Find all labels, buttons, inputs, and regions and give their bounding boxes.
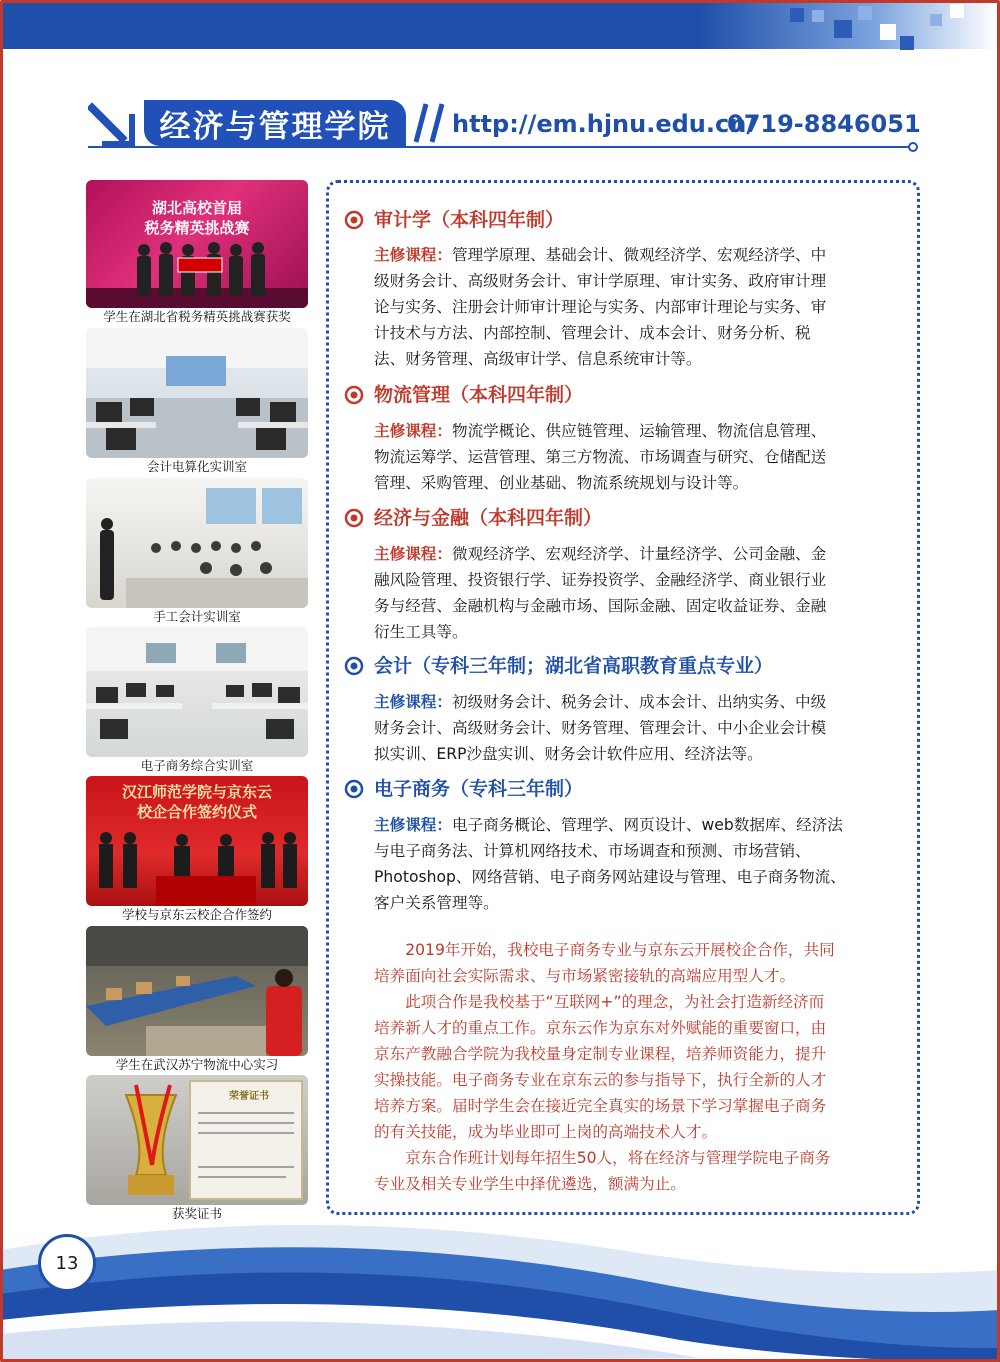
photo-manual-accounting: [86, 478, 308, 608]
course-line: 计技术与方法、内部控制、管理会计、成本会计、财务分析、税: [374, 324, 811, 342]
course-line: 融风险管理、投资银行学、证券投资学、金融经济学、商业银行业: [374, 571, 827, 589]
photo-caption: 学校与京东云校企合作签约: [121, 907, 272, 922]
section-title: [344, 651, 773, 681]
photo-award-certificate: [86, 1075, 308, 1205]
deco-square: [880, 24, 896, 40]
photo-tax-competition: [86, 180, 308, 308]
photo-caption: 学生在武汉苏宁物流中心实习: [115, 1057, 279, 1072]
photo-item: [86, 926, 308, 1074]
course-line: 论与实务、注册会计师审计理论与实务、内部审计理论与实务、审: [374, 298, 827, 316]
deco-square: [790, 8, 804, 22]
course-line: 物流运筹学、运营管理、第三方物流、市场调查与研究、仓储配送: [374, 448, 827, 466]
paragraph: [374, 937, 902, 989]
deco-square: [900, 36, 914, 50]
photo-item: [86, 180, 308, 326]
section-body: [374, 418, 902, 496]
course-line: 微观经济学、宏观经济学、计量经济学、公司金融、金: [451, 545, 827, 563]
paragraph-line: 京东合作班计划每年招生50人，将在经济与管理学院电子商务: [374, 1149, 831, 1167]
paragraph-line: 京东产教融合学院为我校量身定制专业课程，培养师资能力，提升: [374, 1045, 827, 1063]
target-bullet-icon: [344, 779, 364, 799]
warehouse-graphic: [86, 926, 308, 1056]
course-line: 物流学概论、供应链管理、运输管理、物流信息管理、: [451, 422, 827, 440]
paragraph-line: 此项合作是我校基于“互联网+”的理念，为社会打造新经济而: [374, 993, 825, 1011]
photo-item: [86, 478, 308, 626]
photo-banner-text: 湖北高校首届: [151, 199, 242, 217]
photo-item: [86, 328, 308, 476]
section-body: [374, 812, 902, 916]
target-bullet-icon: [344, 656, 364, 676]
paragraph-line: 的有关技能，成为毕业即可上岗的高端技术人才。: [374, 1123, 718, 1141]
course-line: 管理、采购管理、创业基础、物流系统规划与设计等。: [374, 474, 749, 492]
course-line: 衍生工具等。: [374, 623, 468, 641]
course-line: 客户关系管理等。: [374, 894, 499, 912]
photo-suning-logistics: [86, 926, 308, 1056]
deco-square: [812, 10, 824, 22]
double-slash-icon: [410, 100, 450, 146]
photo-banner-text: 税务精英挑战赛: [144, 219, 250, 237]
course-line: 电子商务概论、管理学、网页设计、web数据库、经济法: [451, 816, 843, 834]
photo-item: [86, 627, 308, 775]
paragraph-line: 培养方案。届时学生会在接近完全真实的场景下学习掌握电子商务: [374, 1097, 827, 1115]
section-title: [344, 380, 583, 410]
photo-caption: 手工会计实训室: [153, 609, 241, 624]
photo-ecommerce-lab: [86, 627, 308, 757]
people-graphic: [86, 824, 308, 906]
course-line: 级财务会计、高级财务会计、审计学原理、审计实务、政府审计理: [374, 272, 827, 290]
header-url[interactable]: http://em.hjnu.edu.cn/: [452, 110, 756, 138]
target-bullet-icon: [344, 210, 364, 230]
section-title: [344, 503, 602, 533]
photo-caption: 电子商务综合实训室: [140, 758, 254, 773]
section-body: [374, 541, 902, 645]
paragraph-line: 实操技能。电子商务专业在京东云的参与指导下，执行全新的人才: [374, 1071, 827, 1089]
section-body: [374, 242, 902, 372]
arrow-down-right-icon: [88, 100, 138, 150]
course-line: 法、财务管理、高级审计学、信息系统审计等。: [374, 350, 702, 368]
section-title-text: 物流管理（本科四年制）: [374, 384, 584, 406]
header-divider-dot: [908, 142, 918, 152]
paragraph-line: 培养面向社会实际需求、与市场紧密接轨的高端应用型人才。: [374, 967, 796, 985]
paragraph-line: 2019年开始，我校电子商务专业与京东云开展校企合作，共同: [374, 941, 835, 959]
target-bullet-icon: [344, 385, 364, 405]
paragraph: [374, 989, 902, 1145]
section-body: [374, 689, 902, 767]
paragraph: [374, 1145, 902, 1197]
lab-graphic: [86, 328, 308, 458]
people-graphic: [86, 236, 308, 308]
photo-caption: 获奖证书: [171, 1206, 222, 1221]
bottom-wave-decoration: [0, 1210, 1000, 1362]
photo-item: [86, 776, 308, 924]
page-number: 13: [38, 1234, 96, 1292]
section-title: [344, 205, 564, 235]
photo-computer-lab: [86, 328, 308, 458]
photo-item: [86, 1075, 308, 1223]
course-line: Photoshop、网络营销、电子商务网站建设与管理、电子商务物流、: [374, 868, 846, 886]
deco-square: [930, 14, 942, 26]
classroom-graphic: [86, 478, 308, 608]
photo-caption: 会计电算化实训室: [146, 459, 247, 474]
section-title-text: 审计学（本科四年制）: [374, 209, 565, 231]
course-label: 主修课程：: [374, 545, 452, 563]
course-line: 拟实训、ERP沙盘实训、财务会计软件应用、经济法等。: [374, 745, 763, 763]
target-bullet-icon: [344, 508, 364, 528]
section-title-text: 电子商务（专科三年制）: [374, 778, 584, 800]
deco-square: [858, 6, 872, 20]
course-line: 与电子商务法、计算机网络技术、市场调查和预测、市场营销、: [374, 842, 811, 860]
course-label: 主修课程：: [374, 816, 452, 834]
section-title: [344, 774, 583, 804]
course-label: 主修课程：: [374, 693, 452, 711]
paragraph-line: 培养新人才的重点工作。京东云作为京东对外赋能的重要窗口，由: [374, 1019, 827, 1037]
course-label: 主修课程：: [374, 422, 452, 440]
section-title-text: 会计（专科三年制；湖北省高职教育重点专业）: [374, 655, 774, 677]
photo-banner-text: 汉江师范学院与京东云: [121, 783, 272, 801]
deco-square: [950, 4, 964, 18]
page-title: 经济与管理学院: [144, 100, 406, 146]
section-title-text: 经济与金融（本科四年制）: [374, 507, 603, 529]
course-line: 管理学原理、基础会计、微观经济学、宏观经济学、中: [451, 246, 827, 264]
header-divider: [88, 146, 912, 148]
ecommerce-lab-graphic: [86, 627, 308, 757]
photo-jd-signing: [86, 776, 308, 906]
certificate-title: 荣誉证书: [229, 1091, 269, 1102]
header-phone: 0719-8846051: [727, 110, 921, 138]
deco-square: [834, 20, 852, 38]
course-label: 主修课程：: [374, 246, 452, 264]
course-line: 财务会计、高级财务会计、财务管理、管理会计、中小企业会计模: [374, 719, 827, 737]
photo-banner-text: 校企合作签约仪式: [136, 803, 257, 821]
course-line: 初级财务会计、税务会计、成本会计、出纳实务、中级: [451, 693, 827, 711]
photo-caption: 学生在湖北省税务精英挑战赛获奖: [103, 309, 291, 324]
course-line: 务与经营、金融机构与金融市场、国际金融、固定收益证券、金融: [374, 597, 827, 615]
paragraph-line: 专业及相关专业学生中择优遴选，额满为止。: [374, 1175, 686, 1193]
